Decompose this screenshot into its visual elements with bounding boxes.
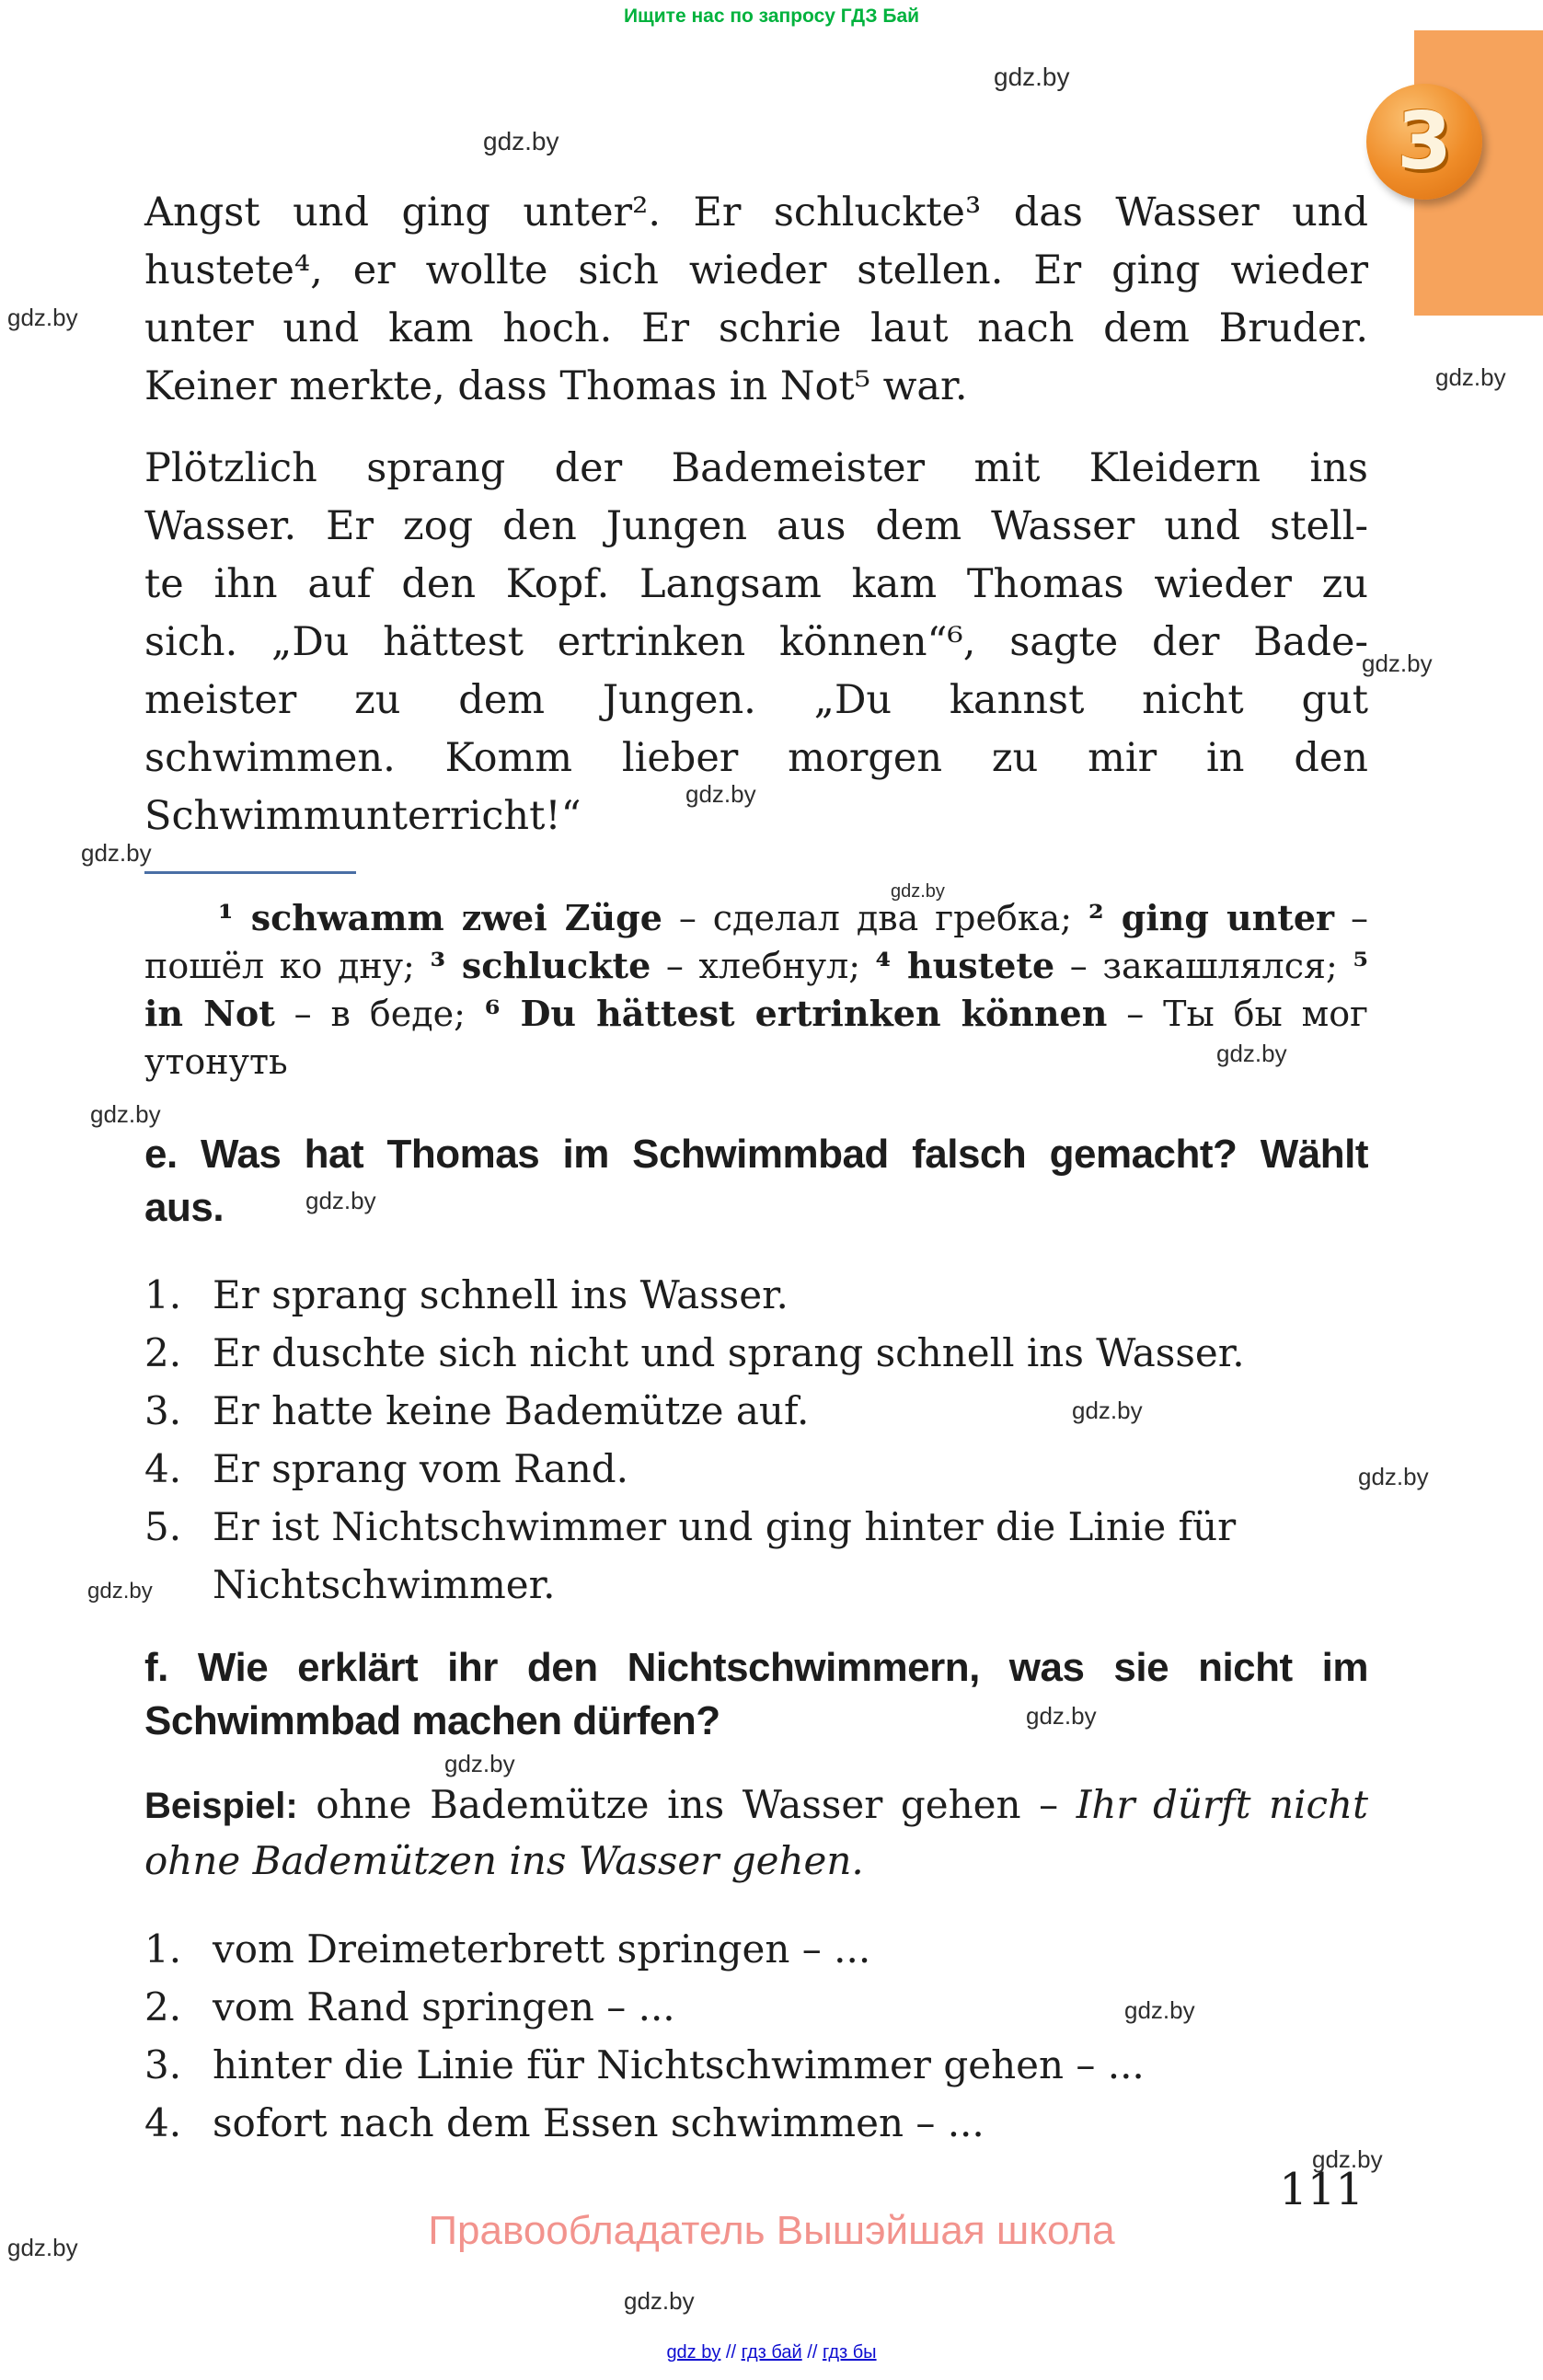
list-item-number: 4.	[144, 1446, 182, 1491]
list-item	[144, 1324, 1368, 1382]
gdzby-watermark: gdz.by	[7, 304, 78, 331]
text-line: unter und kam hoch. Er schrie laut nach dem Bruder.	[144, 305, 1368, 351]
exercise-f-list	[144, 1920, 1368, 2152]
list-item	[144, 2036, 1368, 2094]
gdzby-watermark: gdz.by	[1124, 1996, 1195, 2024]
text-segment: ⁶ Du hättest ertrinken können	[484, 993, 1108, 1034]
list-item-text: Er hatte keine Bademütze auf.	[213, 1388, 810, 1433]
list-item	[144, 2094, 1368, 2152]
gdzby-watermark: gdz.by	[483, 127, 559, 155]
list-item-text: Er duschte sich nicht und sprang schnell ins Wasser.	[213, 1330, 1245, 1375]
text-segment: ohne Bademütze ins Wasser gehen –	[297, 1782, 1077, 1827]
list-item-number: 2.	[144, 1984, 182, 2029]
page-content	[144, 184, 1368, 2152]
list-item	[144, 1498, 1368, 1614]
text-line: sich. „Du hättest ertrinken können“⁶, sagte der Bade-	[144, 619, 1368, 665]
text-line: Wasser. Er zog den Jungen aus dem Wasser und stell-	[144, 503, 1368, 549]
footer-link[interactable]: гдз бай	[741, 2342, 802, 2363]
gdzby-watermark: gdz.by	[1358, 1463, 1429, 1490]
list-item-text: Er sprang vom Rand.	[213, 1446, 629, 1491]
text-segment: – сделал два гребка;	[662, 898, 1088, 938]
text-line: aus.	[144, 1185, 225, 1230]
list-item-text: Er ist Nichtschwimmer und ging hinter die Linie für Nichtschwimmer.	[213, 1504, 1237, 1607]
gdzby-watermark: gdz.by	[444, 1750, 515, 1777]
gdzby-watermark: gdz.by	[305, 1187, 376, 1214]
footer-link-separator: //	[801, 2342, 823, 2363]
list-item-text: hinter die Linie für Nichtschwimmer gehen – ...	[213, 2042, 1145, 2087]
page-number: 111	[1279, 2164, 1364, 2215]
text-segment: – Ты бы мог утонуть	[144, 994, 1369, 1082]
story-paragraph-2	[144, 440, 1368, 845]
text-line: hustete⁴, er wollte sich wieder stellen. Er ging wieder	[144, 247, 1368, 293]
gdzby-watermark: gdz.by	[1362, 650, 1433, 677]
list-item-text: vom Dreimeterbrett springen – ...	[213, 1926, 871, 1972]
text-segment: ¹ schwamm zwei Züge	[218, 897, 662, 938]
list-item-text: Er sprang schnell ins Wasser.	[213, 1272, 789, 1317]
list-item-number: 1.	[144, 1272, 182, 1317]
text-line: Angst und ging unter². Er schluckte³ das Wasser und	[144, 190, 1368, 236]
text-segment: Beispiel:	[144, 1786, 298, 1826]
list-item-number: 2.	[144, 1330, 182, 1375]
footnote-divider	[144, 871, 356, 874]
chapter-badge	[1397, 30, 1543, 316]
gdzby-watermark: gdz.by	[1026, 1702, 1097, 1730]
footer-link[interactable]: гдз бы	[822, 2342, 877, 2363]
copyright-line: Правообладатель Вышэйшая школа	[428, 2208, 1115, 2253]
text-line: Schwimmbad machen dürfen?	[144, 1698, 720, 1743]
footer-link[interactable]: gdz by	[666, 2342, 721, 2363]
list-item-number: 3.	[144, 1388, 182, 1433]
story-paragraph-1	[144, 184, 1368, 416]
chapter-number: 3	[1397, 96, 1452, 188]
list-item-text: vom Rand springen – ...	[213, 1984, 675, 2029]
list-item-number: 5.	[144, 1504, 182, 1549]
footer-links	[0, 2342, 1543, 2363]
list-item	[144, 1920, 1368, 1978]
gdzby-watermark: gdz.by	[81, 839, 152, 867]
text-segment: ³ schluckte	[430, 945, 651, 986]
text-line: Schwimmunterricht!“	[144, 793, 582, 839]
list-item-number: 4.	[144, 2100, 182, 2145]
gdzby-watermark: gdz.by	[994, 63, 1070, 91]
gdzby-watermark: gdz.by	[90, 1100, 161, 1128]
gdzby-watermark: gdz.by	[7, 2234, 78, 2261]
text-segment: Ihr dürft nicht ohne Bademützen ins Wasser gehen.	[144, 1782, 1368, 1883]
chapter-number-circle	[1366, 84, 1482, 200]
exercise-e-list	[144, 1266, 1368, 1614]
list-item	[144, 1978, 1368, 2036]
text-line: Plötzlich sprang der Bademeister mit Kleidern ins	[144, 445, 1368, 491]
text-line: Keiner merkte, dass Thomas in Not⁵ war.	[144, 363, 968, 409]
gdzby-watermark: gdz.by	[1312, 2145, 1383, 2173]
text-segment: ⁵ in Not	[144, 945, 1369, 1034]
top-banner-text: Ищите нас по запросу ГДЗ Бай	[623, 6, 920, 27]
list-item	[144, 1440, 1368, 1498]
list-item	[144, 1382, 1368, 1440]
text-line: e. Was hat Thomas im Schwimmbad falsch gemacht? Wählt	[144, 1132, 1368, 1177]
list-item-number: 1.	[144, 1926, 182, 1972]
list-item-number: 3.	[144, 2042, 182, 2087]
text-segment: – закашлялся;	[1054, 946, 1353, 986]
exercise-f-header	[144, 1641, 1368, 1748]
text-segment: – в беде;	[274, 994, 485, 1034]
gdzby-watermark: gdz.by	[1435, 363, 1506, 391]
exercise-f-example	[144, 1777, 1368, 1889]
text-segment: ⁴ hustete	[875, 945, 1055, 986]
list-item-text: sofort nach dem Essen schwimmen – ...	[213, 2100, 985, 2145]
gdzby-watermark: gdz.by	[1216, 1040, 1287, 1067]
gdzby-watermark: gdz.by	[891, 881, 945, 902]
text-segment: – хлебнул;	[651, 946, 876, 986]
text-line: meister zu dem Jungen. „Du kannst nicht gut	[144, 677, 1368, 723]
list-item	[144, 1266, 1368, 1324]
gdzby-watermark: gdz.by	[87, 1579, 153, 1604]
gdzby-watermark: gdz.by	[1072, 1397, 1143, 1424]
footnotes-block	[144, 894, 1368, 1086]
gdzby-watermark: gdz.by	[624, 2287, 695, 2315]
footer-link-separator: //	[720, 2342, 742, 2363]
text-segment: – пошёл ко дну;	[144, 898, 1368, 986]
text-segment: ² ging unter	[1088, 897, 1335, 938]
gdzby-watermark: gdz.by	[685, 780, 756, 808]
text-line: f. Wie erklärt ihr den Nichtschwimmern, was sie nicht im	[144, 1645, 1368, 1690]
text-line: te ihn auf den Kopf. Langsam kam Thomas wieder zu	[144, 561, 1368, 607]
exercise-e-header	[144, 1128, 1368, 1235]
text-line: schwimmen. Komm lieber morgen zu mir in den	[144, 735, 1368, 781]
